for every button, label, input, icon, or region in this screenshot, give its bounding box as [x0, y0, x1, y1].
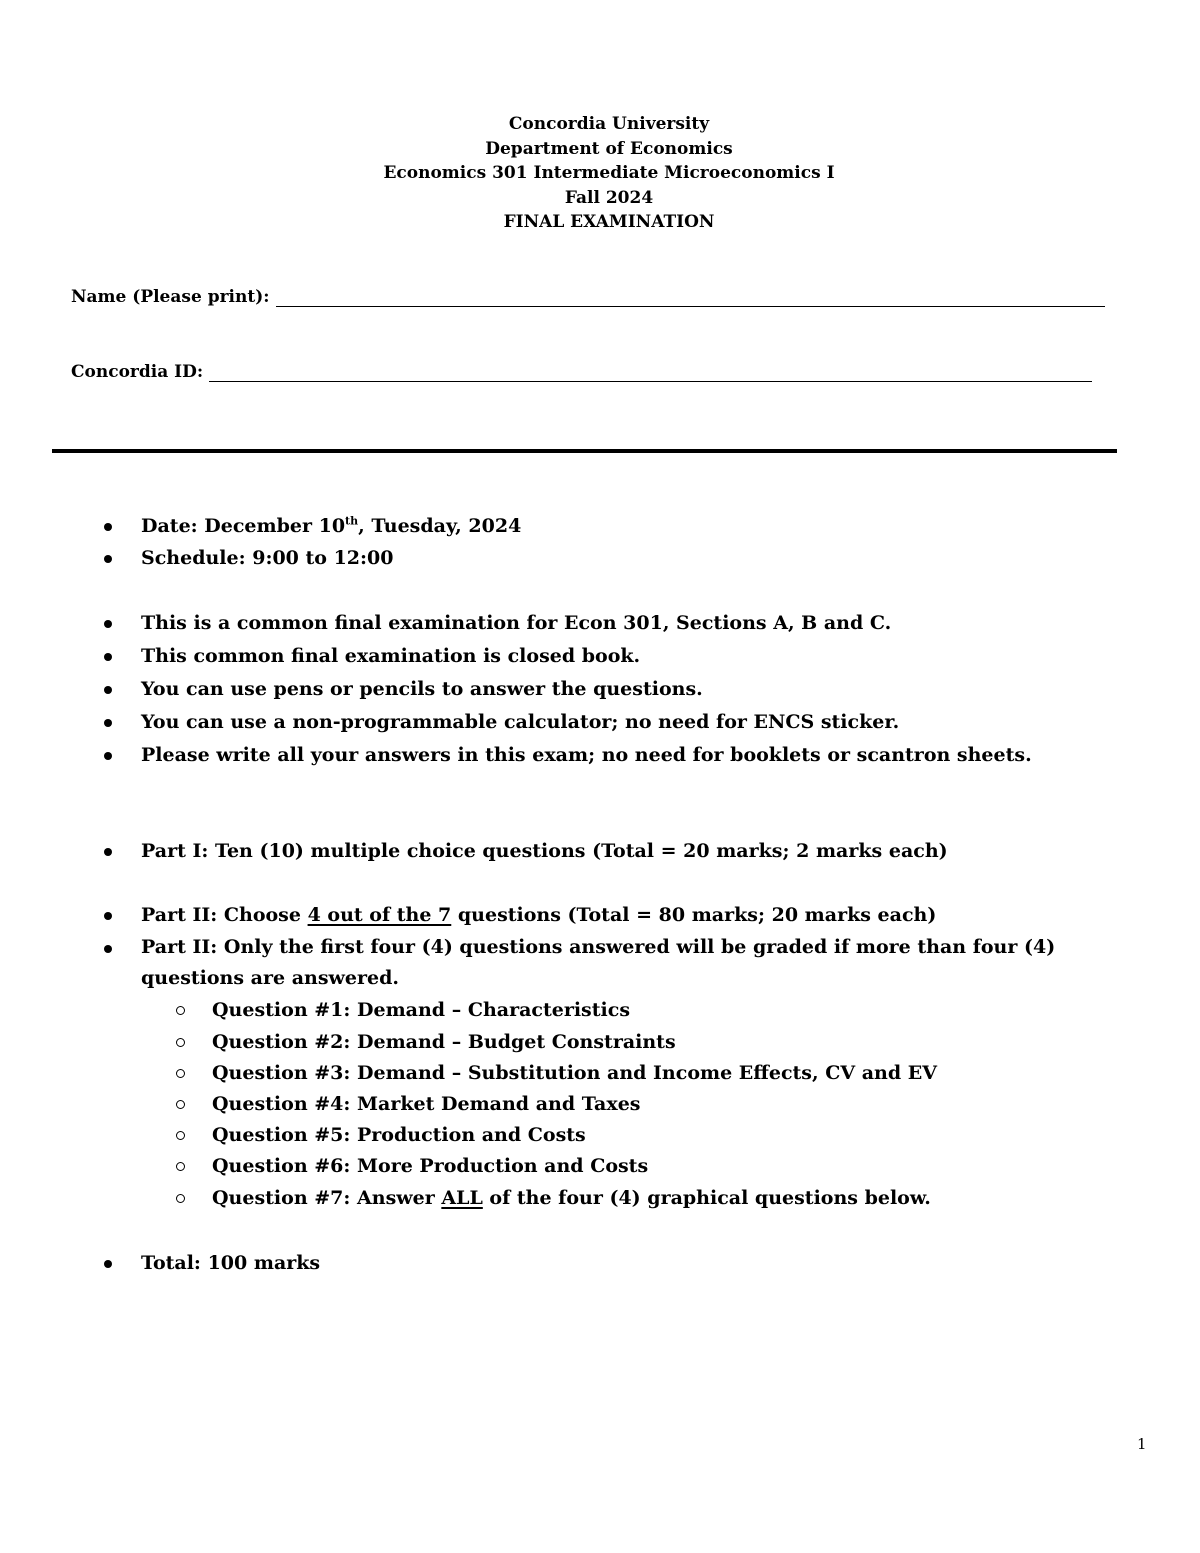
date-suffix: , Tuesday, 2024 [358, 515, 522, 537]
name-blank-line[interactable] [276, 288, 1105, 307]
exam-title: FINAL EXAMINATION [503, 212, 715, 232]
question7-text: Question #7: Answer [212, 1187, 442, 1209]
name-label: Name (Please print): [71, 287, 270, 307]
department-name: Department of Economics [485, 138, 733, 159]
name-field [71, 287, 1105, 307]
question7-underlined: ALL [441, 1187, 483, 1209]
question-text: Question #4: Market Demand and Taxes [212, 1093, 641, 1115]
term: Fall 2024 [564, 187, 654, 208]
section-divider [52, 449, 1117, 453]
question-text: Question #2: Demand – Budget Constraints [212, 1031, 676, 1053]
question-text: Question #6: More Production and Costs [212, 1155, 649, 1177]
id-blank-line[interactable] [209, 363, 1092, 382]
part1-text: Part I: Ten (10) multiple choice questions (Total = 20 marks; 2 marks each) [141, 840, 948, 862]
rule-text: You can use pens or pencils to answer the questions. [141, 678, 703, 700]
part2-note: Part II: Only the first four (4) questions answered will be graded if more than four (4) questions are answered. [141, 936, 1056, 989]
bullet-icon [104, 686, 112, 694]
id-label: Concordia ID: [71, 362, 204, 382]
question-text: Question #5: Production and Costs [212, 1124, 586, 1146]
bullet-icon [104, 653, 112, 661]
course-title: Economics 301 Intermediate Microeconomics I [383, 163, 835, 183]
circle-bullet-icon [176, 1194, 185, 1203]
bullet-icon [104, 719, 112, 727]
rule-text: This is a common final examination for Econ 301, Sections A, B and C. [141, 612, 892, 634]
circle-bullet-icon [176, 1038, 185, 1047]
circle-bullet-icon [176, 1100, 185, 1109]
bullet-icon [104, 555, 112, 563]
bullet-icon [104, 752, 112, 760]
university-name: Concordia University [508, 114, 710, 134]
circle-bullet-icon [176, 1131, 185, 1140]
bullet-icon [104, 620, 112, 628]
part2-suffix: questions (Total = 80 marks; 20 marks each) [451, 904, 937, 926]
part2-text: Part II: Choose [141, 904, 308, 926]
rule-text: This common final examination is closed book. [141, 645, 641, 667]
question-text: Question #1: Demand – Characteristics [212, 999, 631, 1021]
bullet-icon [104, 945, 112, 953]
bullet-icon [104, 848, 112, 856]
page-number: 1 [1137, 1435, 1147, 1453]
part2-underlined: 4 out of the 7 [307, 904, 452, 926]
total-text: Total: 100 marks [141, 1252, 321, 1274]
circle-bullet-icon [176, 1006, 185, 1015]
bullet-icon [104, 523, 112, 531]
exam-header [0, 112, 1200, 235]
schedule-text: Schedule: 9:00 to 12:00 [141, 547, 394, 569]
question7-suffix: of the four (4) graphical questions below. [482, 1187, 931, 1209]
question-text: Question #3: Demand – Substitution and Income Effects, CV and EV [212, 1062, 937, 1084]
rule-text: Please write all your answers in this exam; no need for booklets or scantron sheets. [141, 744, 1032, 766]
id-field [71, 362, 1092, 382]
rule-text: You can use a non-programmable calculator; no need for ENCS sticker. [141, 711, 900, 733]
bullet-icon [104, 912, 112, 920]
date-superscript: th [345, 514, 359, 528]
date-text: Date: December 10 [141, 515, 346, 537]
circle-bullet-icon [176, 1069, 185, 1078]
circle-bullet-icon [176, 1162, 185, 1171]
bullet-icon [104, 1260, 112, 1268]
